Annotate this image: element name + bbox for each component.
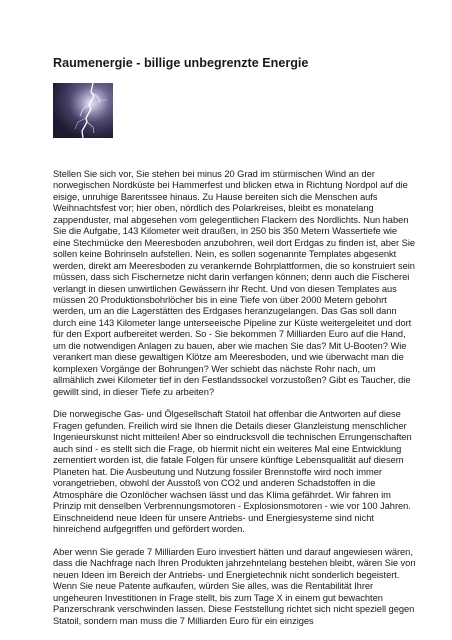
paragraph: Die norwegische Gas- und Ölgesellschaft Statoil hat offenbar die Antworten auf diese Fragen gefunden. Freilich wird sie Ihnen die Details dieser Glanzleistung menschlicher Ingenieurskunst nicht mitteilen! Aber so eindrucksvoll die technischen Errungenschaften auch sind - es stellt sich die Frage, ob hiermit nicht ein weiteres Mal eine Entwicklung zementiert worden ist, die fatale Folgen für unsere künftige Lebensqualität auf diesem Planeten hat. Die Ausbeutung und Nutzung fossiler Brennstoffe wird noch immer vorangetrieben, obwohl der Ausstoß von CO2 und anderen Schadstoffen in die Atmosphäre die Ozonlöcher wachsen lässt und das Klima gefährdet. Wir fahren im Prinzip mit denselben Verbrennungsmotoren - Explosionsmotoren - wie vor 100 Jahren. Einschneidend neue Ideen für unsere Antriebs- und Energiesysteme sind nicht hinreichend aufgegriffen und gefördert worden.	[53, 409, 412, 534]
document-title: Raumenergie - billige unbegrenzte Energie	[53, 56, 309, 70]
paragraph: Stellen Sie sich vor, Sie stehen bei minus 20 Grad im stürmischen Wind an der norwegischen Nordküste bei Hammerfest und blicken etwa in Richtung Nordpol auf die eisige, unruhige Barentssee hinaus. Zu Hause bereiten sich die Menschen aufs Weihnachtsfest vor; hier oben, nördlich des Polarkreises, bleibt es monatelang zappenduster, mal abgesehen vom gelegentlichen Flackern des Nordlichts. Nun haben Sie die Aufgabe, 143 Kilometer weit draußen, in 250 bis 350 Metern Wassertiefe wie eine Stechmücke den Meeresboden anzubohren, weil dort Erdgas zu finden ist, aber Sie sollen keine Bohrinseln aufstellen. Nein, es sollen sogenannte Templates abgesenkt werden, direkt am Meeresboden zu verankernde Bohrplattformen, die so konstruiert sein müssen, dass sich Fischernetze nicht darin verfangen können; denn auch die Fischerei verlangt in diesen unwirtlichen Gewässern ihr Recht. Und von diesen Templates aus müssen 20 Produktionsbohrlöcher bis in eine Tiefe von über 2000 Metern gebohrt werden, um an die Lagerstätten des Erdgases heranzugelangen. Das Gas soll dann durch eine 143 Kilometer lange unterseeische Pipeline zur Küste weitergeleitet und dort für den Export aufbereitet werden. So - Sie bekommen 7 Milliarden Euro auf die Hand, um die notwendigen Anlagen zu bauen, aber wie machen Sie das? Mit U-Booten? Wie verankert man diese gewaltigen Klötze am Meeresboden, und wie überwacht man die komplexen Vorgänge der Bohrungen? Wer schiebt das nächste Rohr nach, um allmählich zwei Kilometer tief in den Festlandssockel vorzustoßen? Gibt es Taucher, die gewillt sind, in dieser Tiefe zu arbeiten?	[53, 169, 415, 397]
lightning-photo	[53, 83, 113, 138]
paragraph: Aber wenn Sie gerade 7 Milliarden Euro investiert hätten und darauf angewiesen wären, dass die Nachfrage nach Ihren Produkten jahrzehntelang bestehen bleibt, wären Sie von neuen Ideen im Bereich der Antriebs- und Energietechnik nicht sonderlich begeistert. Wenn Sie neue Patente aufkaufen, würden Sie alles, was die Rentabilität Ihrer ungeheuren Investitionen in Frage stellt, bis zum Tage X in einem gut bewachten Panzerschrank verschwinden lassen. Diese Feststellung richtet sich nicht speziell gegen Statoil, sondern man muss die 7 Milliarden Euro für ein einziges	[53, 546, 416, 626]
